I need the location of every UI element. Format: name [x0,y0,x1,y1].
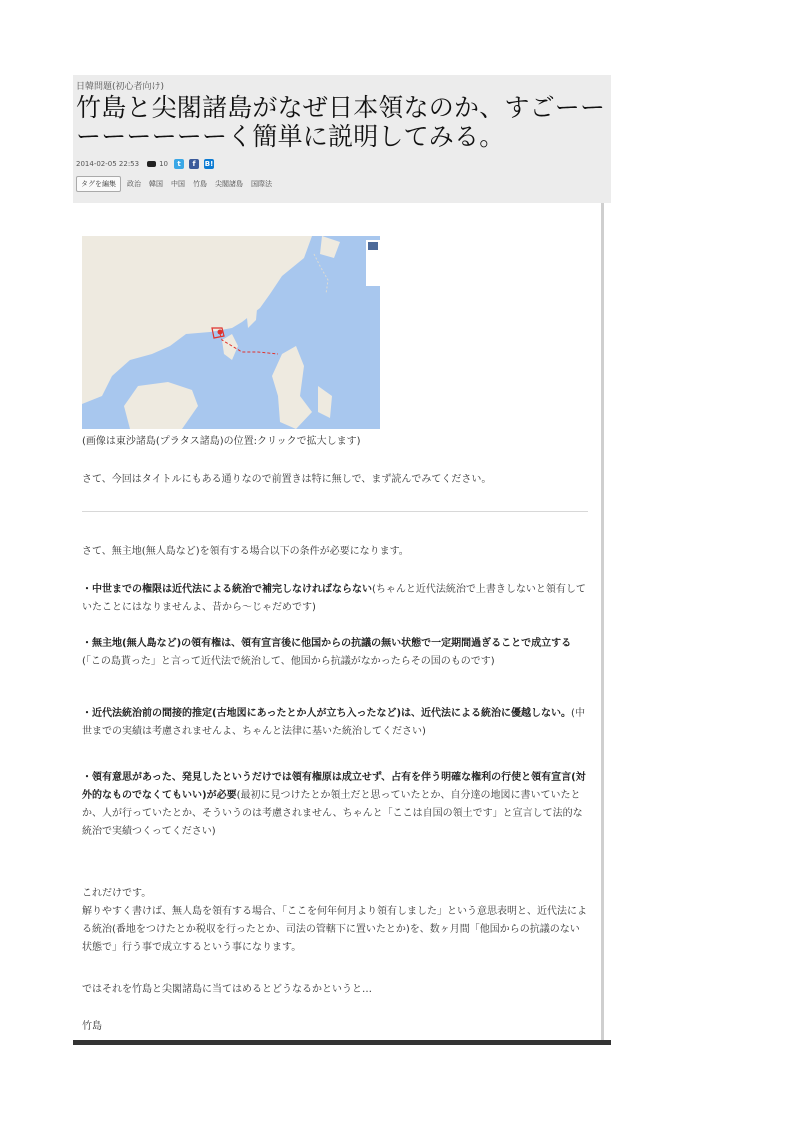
image-caption: (画像は東沙諸島(プラタス諸島)の位置:クリックで拡大します) [82,436,361,447]
tag-link[interactable]: 中国 [171,180,185,188]
article-body [73,203,604,1045]
hatena-bookmark-icon[interactable]: B! [204,160,214,168]
post-date: 2014-02-05 22:53 [76,160,140,168]
tag-link[interactable]: 韓国 [149,180,163,188]
category-link[interactable]: 日韓問題(初心者向け) [76,82,165,92]
twitter-share-icon[interactable]: t [174,159,184,169]
tag-link[interactable]: 竹島 [193,180,207,188]
condition-3 [82,705,587,741]
map-image[interactable] [82,236,380,429]
condition-1 [82,581,587,617]
condition-1-text: (ちゃんと近代法統治で上書きしないと領有していたことにはなりませんよ、昔から〜じゃだめです) [82,584,586,613]
page-bottom-bar [73,1040,611,1045]
article-header [73,75,611,203]
condition-2-bold: ・無主地(無人島など)の領有権は、領有宣言後に他国からの抗議の無い状態で一定期間過ぎることで成立する [82,638,572,649]
comment-count[interactable]: 10 [159,160,169,168]
tag-link[interactable]: 国際法 [251,180,272,188]
section-divider [82,511,588,512]
condition-2 [82,635,587,671]
article-title: 竹島と尖閣諸島がなぜ日本領なのか、すごーーーーーーーーく簡単に説明してみる。 [76,93,606,151]
conditions-lead: さて、無主地(無人島など)を領有する場合以下の条件が必要になります。 [82,546,409,557]
facebook-share-icon[interactable]: f [189,159,199,169]
tag-bar [76,176,280,192]
article-page [73,75,611,1045]
intro-paragraph: さて、今回はタイトルにもある通りなので前置きは特に無しで、まず読んでみてください。 [82,474,492,485]
condition-3-text: (中世までの実績は考慮されませんよ、ちゃんと法律に基いた統治してください) [82,708,585,737]
condition-4-bold: ・領有意思があった、発見したというだけでは領有権原は成立せず、占有を伴う明確な権利の行使と領有宣言(対外的なものでなくてもいい)が必要 [82,772,586,801]
apply-paragraph: ではそれを竹島と尖閣諸島に当てはめるとどうなるかというと… [82,984,372,995]
article-meta [76,157,219,171]
map-graphic [82,236,380,429]
condition-3-bold: ・近代法統治前の間接的推定(古地図にあったとか人が立ち入ったなど)は、近代法による統治に優越しない。 [82,708,572,719]
summary-line-1: これだけです。 [82,888,152,899]
tag-link[interactable]: 政治 [127,180,141,188]
summary-paragraph: 解りやすく書けば、無人島を領有する場合、「ここを何年何月より領有しました」という意思表明と、近代法による統治(番地をつけたとか税収を行ったとか、司法の管轄下に置いたとか)を、数ヶ月間「他国からの抗議のない状態で」行う事で成立するという事になります。 [82,906,587,953]
tag-link[interactable]: 尖閣諸島 [215,180,243,188]
comment-icon[interactable] [147,161,156,167]
condition-4-text: (最初に見つけたとか領土だと思っていたとか、自分達の地図に書いていたとか、人が行っていたとか、そういうのは考慮されません、ちゃんと「ここは自国の領土です」と宣言して法的な統治で実績つくってください) [82,790,583,837]
condition-2-text: (「この島貰った」と言って近代法で統治して、他国から抗議がなかったらその国のものです) [82,656,495,667]
section-heading-takeshima: 竹島 [82,1021,102,1032]
condition-1-bold: ・中世までの権限は近代法による統治で補完しなければならない [82,584,372,595]
tag-edit-button[interactable]: タグを編集 [76,176,121,192]
condition-4 [82,769,587,841]
